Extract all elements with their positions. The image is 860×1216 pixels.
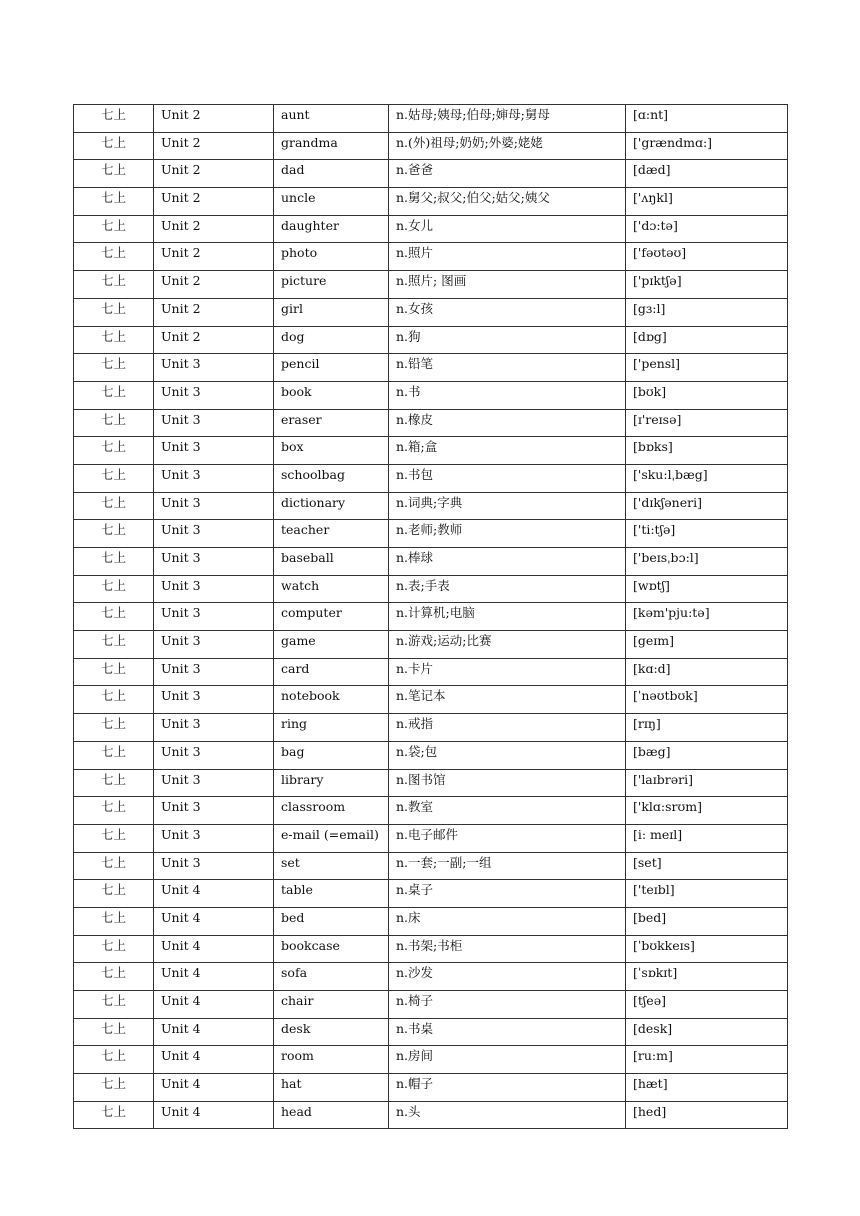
table-row <box>74 991 788 1019</box>
word-cell: baseball <box>274 548 389 576</box>
phonetic-cell: ['teɪbl] <box>626 880 788 908</box>
word-cell: bed <box>274 907 389 935</box>
definition-cell: n.房间 <box>389 1046 626 1074</box>
grade-cell: 七上 <box>74 160 154 188</box>
grade-cell: 七上 <box>74 658 154 686</box>
table-row <box>74 963 788 991</box>
phonetic-cell: [geɪm] <box>626 631 788 659</box>
definition-cell: n.女儿 <box>389 215 626 243</box>
definition-cell: n.头 <box>389 1101 626 1129</box>
definition-cell: n.笔记本 <box>389 686 626 714</box>
word-cell: watch <box>274 575 389 603</box>
unit-cell: Unit 4 <box>154 880 274 908</box>
grade-cell: 七上 <box>74 132 154 160</box>
table-row <box>74 686 788 714</box>
definition-cell: n.舅父;叔父;伯父;姑父;姨父 <box>389 188 626 216</box>
word-cell: girl <box>274 298 389 326</box>
grade-cell: 七上 <box>74 215 154 243</box>
unit-cell: Unit 2 <box>154 132 274 160</box>
grade-cell: 七上 <box>74 105 154 133</box>
table-row <box>74 298 788 326</box>
definition-cell: n.帽子 <box>389 1074 626 1102</box>
table-row <box>74 1046 788 1074</box>
phonetic-cell: [dæd] <box>626 160 788 188</box>
grade-cell: 七上 <box>74 492 154 520</box>
definition-cell: n.图书馆 <box>389 769 626 797</box>
grade-cell: 七上 <box>74 1046 154 1074</box>
word-cell: library <box>274 769 389 797</box>
unit-cell: Unit 3 <box>154 686 274 714</box>
word-cell: computer <box>274 603 389 631</box>
definition-cell: n.书桌 <box>389 1018 626 1046</box>
table-row <box>74 132 788 160</box>
unit-cell: Unit 3 <box>154 409 274 437</box>
table-row <box>74 824 788 852</box>
unit-cell: Unit 2 <box>154 160 274 188</box>
word-cell: sofa <box>274 963 389 991</box>
grade-cell: 七上 <box>74 603 154 631</box>
table-row <box>74 575 788 603</box>
table-row <box>74 797 788 825</box>
unit-cell: Unit 4 <box>154 1018 274 1046</box>
phonetic-cell: [ˈsɒkɪt] <box>626 963 788 991</box>
table-row <box>74 1018 788 1046</box>
phonetic-cell: [rɪŋ] <box>626 714 788 742</box>
word-cell: bag <box>274 741 389 769</box>
phonetic-cell: ['laɪbrəri] <box>626 769 788 797</box>
unit-cell: Unit 3 <box>154 631 274 659</box>
definition-cell: n.(外)祖母;奶奶;外婆;姥姥 <box>389 132 626 160</box>
definition-cell: n.袋;包 <box>389 741 626 769</box>
grade-cell: 七上 <box>74 880 154 908</box>
phonetic-cell: [kəm'pju:tə] <box>626 603 788 631</box>
definition-cell: n.椅子 <box>389 991 626 1019</box>
phonetic-cell: ['ʌŋkl] <box>626 188 788 216</box>
word-cell: book <box>274 381 389 409</box>
phonetic-cell: [bæg] <box>626 741 788 769</box>
grade-cell: 七上 <box>74 548 154 576</box>
phonetic-cell: [ru:m] <box>626 1046 788 1074</box>
table-row <box>74 852 788 880</box>
word-cell: uncle <box>274 188 389 216</box>
unit-cell: Unit 4 <box>154 963 274 991</box>
grade-cell: 七上 <box>74 464 154 492</box>
table-row <box>74 907 788 935</box>
phonetic-cell: [set] <box>626 852 788 880</box>
word-cell: set <box>274 852 389 880</box>
word-cell: dad <box>274 160 389 188</box>
phonetic-cell: [bʊk] <box>626 381 788 409</box>
definition-cell: n.电子邮件 <box>389 824 626 852</box>
grade-cell: 七上 <box>74 686 154 714</box>
table-row <box>74 603 788 631</box>
table-row <box>74 520 788 548</box>
word-cell: eraser <box>274 409 389 437</box>
grade-cell: 七上 <box>74 631 154 659</box>
vocabulary-table <box>73 104 788 1129</box>
phonetic-cell: ['fəʊtəʊ] <box>626 243 788 271</box>
grade-cell: 七上 <box>74 769 154 797</box>
definition-cell: n.桌子 <box>389 880 626 908</box>
word-cell: picture <box>274 271 389 299</box>
definition-cell: n.沙发 <box>389 963 626 991</box>
definition-cell: n.书 <box>389 381 626 409</box>
grade-cell: 七上 <box>74 714 154 742</box>
grade-cell: 七上 <box>74 243 154 271</box>
word-cell: schoolbag <box>274 464 389 492</box>
phonetic-cell: [ɪ'reɪsə] <box>626 409 788 437</box>
unit-cell: Unit 2 <box>154 271 274 299</box>
grade-cell: 七上 <box>74 797 154 825</box>
definition-cell: n.女孩 <box>389 298 626 326</box>
definition-cell: n.照片 <box>389 243 626 271</box>
unit-cell: Unit 3 <box>154 769 274 797</box>
unit-cell: Unit 3 <box>154 852 274 880</box>
grade-cell: 七上 <box>74 1074 154 1102</box>
table-row <box>74 437 788 465</box>
table-row <box>74 243 788 271</box>
grade-cell: 七上 <box>74 326 154 354</box>
unit-cell: Unit 2 <box>154 298 274 326</box>
phonetic-cell: ['klɑ:srʊm] <box>626 797 788 825</box>
word-cell: daughter <box>274 215 389 243</box>
grade-cell: 七上 <box>74 271 154 299</box>
table-row <box>74 548 788 576</box>
phonetic-cell: ['beɪsˌbɔ:l] <box>626 548 788 576</box>
definition-cell: n.橡皮 <box>389 409 626 437</box>
phonetic-cell: ['pɪktʃə] <box>626 271 788 299</box>
word-cell: aunt <box>274 105 389 133</box>
word-cell: card <box>274 658 389 686</box>
unit-cell: Unit 3 <box>154 492 274 520</box>
grade-cell: 七上 <box>74 575 154 603</box>
phonetic-cell: [hed] <box>626 1101 788 1129</box>
word-cell: grandma <box>274 132 389 160</box>
definition-cell: n.照片; 图画 <box>389 271 626 299</box>
definition-cell: n.一套;一副;一组 <box>389 852 626 880</box>
phonetic-cell: [bed] <box>626 907 788 935</box>
phonetic-cell: [tʃeə] <box>626 991 788 1019</box>
unit-cell: Unit 2 <box>154 326 274 354</box>
grade-cell: 七上 <box>74 741 154 769</box>
phonetic-cell: [ˈnəʊtbʊk] <box>626 686 788 714</box>
grade-cell: 七上 <box>74 381 154 409</box>
definition-cell: n.卡片 <box>389 658 626 686</box>
unit-cell: Unit 4 <box>154 1046 274 1074</box>
unit-cell: Unit 3 <box>154 354 274 382</box>
unit-cell: Unit 3 <box>154 714 274 742</box>
table-row <box>74 1101 788 1129</box>
word-cell: classroom <box>274 797 389 825</box>
table-row <box>74 326 788 354</box>
table-row <box>74 741 788 769</box>
table-row <box>74 658 788 686</box>
word-cell: hat <box>274 1074 389 1102</box>
unit-cell: Unit 3 <box>154 603 274 631</box>
unit-cell: Unit 3 <box>154 437 274 465</box>
table-row <box>74 271 788 299</box>
unit-cell: Unit 3 <box>154 797 274 825</box>
word-cell: box <box>274 437 389 465</box>
table-row <box>74 105 788 133</box>
word-cell: teacher <box>274 520 389 548</box>
unit-cell: Unit 2 <box>154 188 274 216</box>
word-cell: bookcase <box>274 935 389 963</box>
word-cell: dictionary <box>274 492 389 520</box>
phonetic-cell: [desk] <box>626 1018 788 1046</box>
phonetic-cell: ['pensl] <box>626 354 788 382</box>
phonetic-cell: ['dɔ:tə] <box>626 215 788 243</box>
word-cell: e-mail (=email) <box>274 824 389 852</box>
word-cell: ring <box>274 714 389 742</box>
phonetic-cell: ['sku:lˌbæg] <box>626 464 788 492</box>
definition-cell: n.书架;书柜 <box>389 935 626 963</box>
word-cell: dog <box>274 326 389 354</box>
unit-cell: Unit 3 <box>154 824 274 852</box>
phonetic-cell: [hæt] <box>626 1074 788 1102</box>
phonetic-cell: [i: meɪl] <box>626 824 788 852</box>
table-row <box>74 1074 788 1102</box>
phonetic-cell: ['ti:tʃə] <box>626 520 788 548</box>
unit-cell: Unit 4 <box>154 935 274 963</box>
table-row <box>74 464 788 492</box>
definition-cell: n.狗 <box>389 326 626 354</box>
word-cell: room <box>274 1046 389 1074</box>
table-row <box>74 409 788 437</box>
unit-cell: Unit 4 <box>154 1074 274 1102</box>
unit-cell: Unit 3 <box>154 464 274 492</box>
definition-cell: n.姑母;姨母;伯母;婶母;舅母 <box>389 105 626 133</box>
definition-cell: n.游戏;运动;比赛 <box>389 631 626 659</box>
definition-cell: n.床 <box>389 907 626 935</box>
word-cell: notebook <box>274 686 389 714</box>
word-cell: photo <box>274 243 389 271</box>
table-row <box>74 769 788 797</box>
definition-cell: n.戒指 <box>389 714 626 742</box>
grade-cell: 七上 <box>74 520 154 548</box>
definition-cell: n.爸爸 <box>389 160 626 188</box>
table-row <box>74 714 788 742</box>
table-row <box>74 160 788 188</box>
grade-cell: 七上 <box>74 907 154 935</box>
word-cell: game <box>274 631 389 659</box>
definition-cell: n.表;手表 <box>389 575 626 603</box>
grade-cell: 七上 <box>74 409 154 437</box>
word-cell: chair <box>274 991 389 1019</box>
grade-cell: 七上 <box>74 991 154 1019</box>
grade-cell: 七上 <box>74 437 154 465</box>
table-row <box>74 880 788 908</box>
unit-cell: Unit 3 <box>154 741 274 769</box>
unit-cell: Unit 3 <box>154 548 274 576</box>
grade-cell: 七上 <box>74 935 154 963</box>
definition-cell: n.老师;教师 <box>389 520 626 548</box>
unit-cell: Unit 3 <box>154 658 274 686</box>
word-cell: desk <box>274 1018 389 1046</box>
unit-cell: Unit 4 <box>154 991 274 1019</box>
grade-cell: 七上 <box>74 824 154 852</box>
phonetic-cell: [ˈbʊkkeɪs] <box>626 935 788 963</box>
table-row <box>74 631 788 659</box>
grade-cell: 七上 <box>74 1101 154 1129</box>
unit-cell: Unit 4 <box>154 1101 274 1129</box>
grade-cell: 七上 <box>74 188 154 216</box>
table-row <box>74 215 788 243</box>
grade-cell: 七上 <box>74 1018 154 1046</box>
table-row <box>74 354 788 382</box>
grade-cell: 七上 <box>74 354 154 382</box>
definition-cell: n.书包 <box>389 464 626 492</box>
definition-cell: n.箱;盒 <box>389 437 626 465</box>
phonetic-cell: [bɒks] <box>626 437 788 465</box>
definition-cell: n.词典;字典 <box>389 492 626 520</box>
grade-cell: 七上 <box>74 963 154 991</box>
grade-cell: 七上 <box>74 298 154 326</box>
phonetic-cell: ['grændmɑ:] <box>626 132 788 160</box>
phonetic-cell: [ɑ:nt] <box>626 105 788 133</box>
unit-cell: Unit 2 <box>154 215 274 243</box>
table-row <box>74 492 788 520</box>
phonetic-cell: ['dɪkʃəneri] <box>626 492 788 520</box>
phonetic-cell: [wɒtʃ] <box>626 575 788 603</box>
phonetic-cell: [kɑ:d] <box>626 658 788 686</box>
table-row <box>74 188 788 216</box>
table-row <box>74 935 788 963</box>
phonetic-cell: [gɜ:l] <box>626 298 788 326</box>
definition-cell: n.计算机;电脑 <box>389 603 626 631</box>
phonetic-cell: [dɒg] <box>626 326 788 354</box>
unit-cell: Unit 2 <box>154 243 274 271</box>
unit-cell: Unit 3 <box>154 381 274 409</box>
word-cell: pencil <box>274 354 389 382</box>
definition-cell: n.棒球 <box>389 548 626 576</box>
unit-cell: Unit 4 <box>154 907 274 935</box>
grade-cell: 七上 <box>74 852 154 880</box>
unit-cell: Unit 3 <box>154 520 274 548</box>
definition-cell: n.教室 <box>389 797 626 825</box>
table-row <box>74 381 788 409</box>
definition-cell: n.铅笔 <box>389 354 626 382</box>
unit-cell: Unit 2 <box>154 105 274 133</box>
word-cell: head <box>274 1101 389 1129</box>
word-cell: table <box>274 880 389 908</box>
vocabulary-table-body <box>74 105 788 1129</box>
unit-cell: Unit 3 <box>154 575 274 603</box>
